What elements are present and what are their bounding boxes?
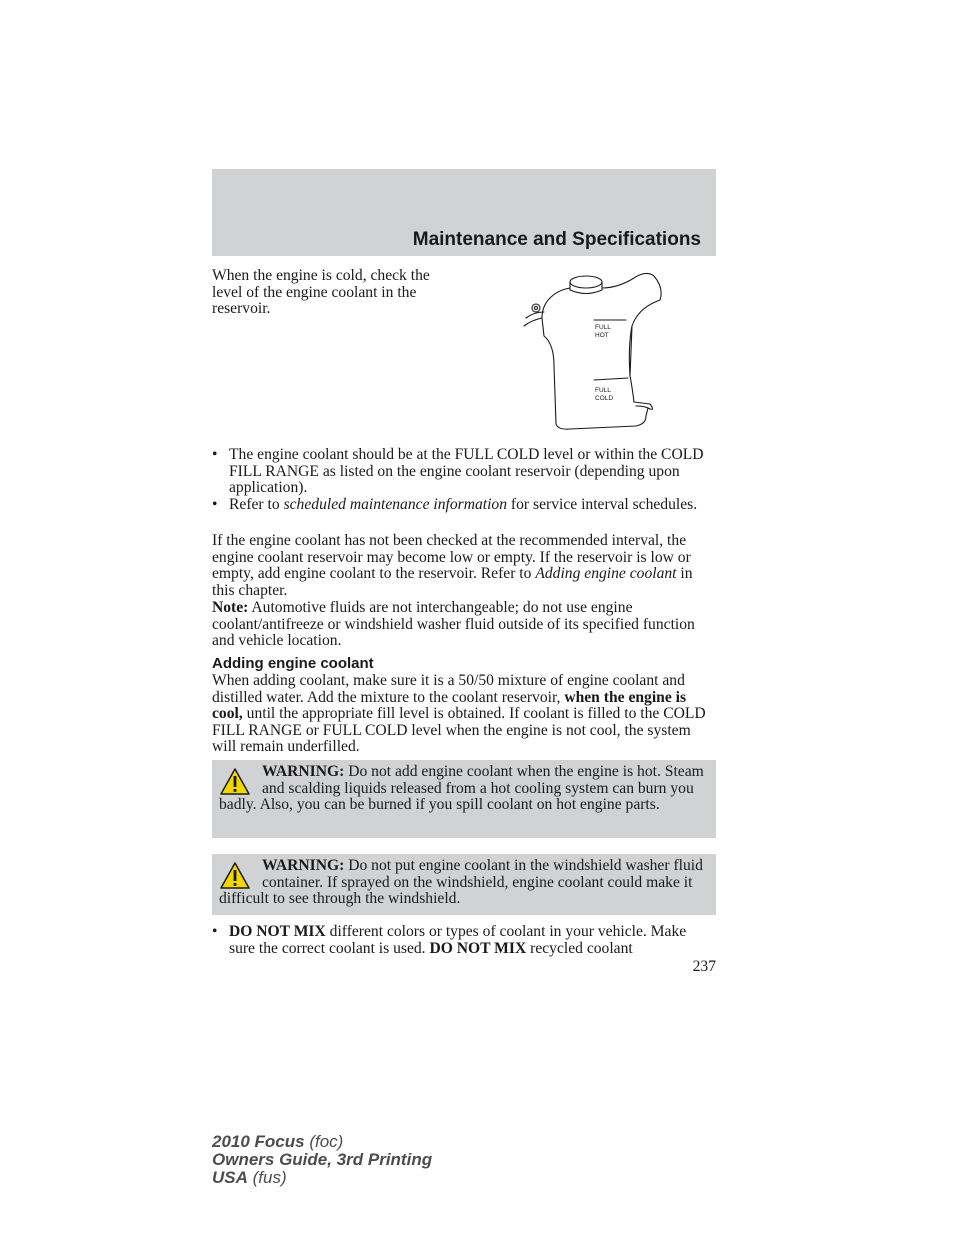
warning-triangle-icon <box>220 861 250 891</box>
warning-box-hot-engine <box>212 760 716 838</box>
intro-paragraph: When the engine is cold, check the level of the engine coolant in the reservoir. <box>212 267 430 318</box>
paragraph-adding-coolant <box>212 673 716 756</box>
paragraph-text: until the appropriate fill level is obtained. If coolant is filled to the COLD FILL RANGE or FULL COLD level when the engine is not cool, the system will remain underfilled. <box>212 705 706 756</box>
bullet-list-coolant-level <box>212 447 716 513</box>
section-title: Maintenance and Specifications <box>412 229 701 250</box>
list-item-text: different colors or types of coolant in your vehicle. Make sure the correct coolant is used. <box>229 923 687 957</box>
label-full-cold-2: COLD <box>595 395 614 402</box>
list-item-text: Refer to <box>229 495 284 513</box>
list-item <box>212 924 716 957</box>
note-text: Automotive fluids are not interchangeable; do not use engine coolant/antifreeze or windshield washer fluid outside of its specified function and vehicle location. <box>212 599 695 650</box>
emphasis-text: DO NOT MIX <box>229 923 326 940</box>
warning-text: Do not add engine coolant when the engine is hot. Steam and scalding liquids released from a hot cooling system can burn you badly. Also, you can be burned if you spill coolant on hot engine parts. <box>219 763 704 814</box>
paragraph-text: When adding coolant, make sure it is a 50/50 mixture of engine coolant and distilled water. Add the mixture to the coolant reservoir, <box>212 672 685 706</box>
page-number: 237 <box>692 958 716 975</box>
cross-reference: scheduled maintenance information <box>283 495 508 513</box>
cross-reference: Adding engine coolant <box>535 565 677 583</box>
note-paragraph <box>212 600 716 650</box>
coolant-reservoir-illustration <box>514 266 664 434</box>
bullet-dot: • <box>212 495 218 513</box>
footer-region: USA <box>212 1168 248 1187</box>
footer-guide: Owners Guide, 3rd Printing <box>212 1150 433 1169</box>
bullet-dot: • <box>212 446 218 463</box>
warning-text: Do not put engine coolant in the windshield washer fluid container. If sprayed on the windshield, engine coolant could make it difficult to see through the windshield. <box>219 857 703 908</box>
section-heading-adding-coolant: Adding engine coolant <box>212 655 374 672</box>
label-full-hot-2: HOT <box>595 332 609 339</box>
section-header-band <box>212 169 716 256</box>
paragraph-text: in this chapter. <box>212 565 693 599</box>
bullet-dot: • <box>212 923 218 940</box>
warning-label: WARNING: <box>262 857 345 874</box>
warning-label: WARNING: <box>262 763 345 780</box>
emphasis-text: when the engine is cool, <box>212 688 687 723</box>
paragraph-not-checked <box>212 533 716 599</box>
label-full-hot-1: FULL <box>595 324 611 331</box>
footer-code: (foc) <box>304 1132 344 1151</box>
list-item-text: recycled coolant <box>526 939 633 957</box>
bullet-list-do-not-mix <box>212 924 716 957</box>
note-label: Note: <box>212 599 249 616</box>
list-item <box>212 497 716 514</box>
list-item <box>212 447 716 497</box>
warning-box-washer-fluid <box>212 854 716 915</box>
footer-region-code: (fus) <box>247 1168 287 1187</box>
emphasis-text: DO NOT MIX <box>429 939 527 957</box>
footer-model: 2010 Focus <box>212 1132 305 1151</box>
label-full-cold-1: FULL <box>595 387 611 394</box>
warning-triangle-icon <box>220 767 250 797</box>
list-item-text: The engine coolant should be at the FULL COLD level or within the COLD FILL RANGE as listed on the engine coolant reservoir (depending upon application). <box>229 446 704 497</box>
list-item-text: for service interval schedules. <box>507 495 698 513</box>
paragraph-text: If the engine coolant has not been checked at the recommended interval, the engine coolant reservoir may become low or empty. If the reservoir is low or empty, add engine coolant to the reservoir. Refer to <box>212 532 691 583</box>
document-footer <box>212 1133 432 1187</box>
